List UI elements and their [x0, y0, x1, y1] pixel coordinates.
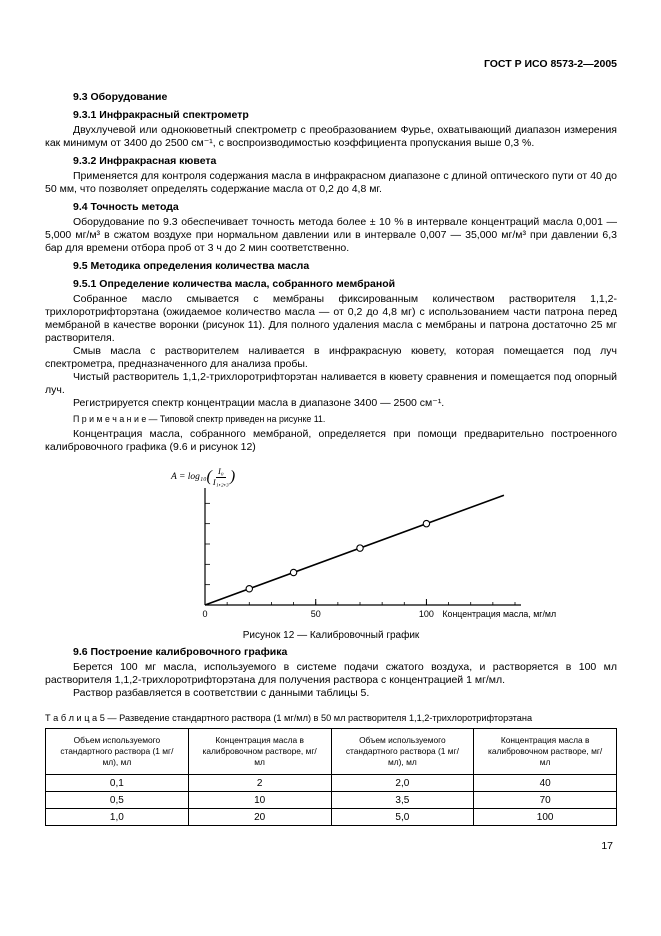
calibration-figure — [45, 459, 617, 641]
formula-denominator: I₁,₂,₃ — [212, 476, 229, 487]
table-cell: 0,5 — [46, 792, 189, 809]
svg-text:50: 50 — [310, 609, 321, 619]
paragraph-reference-beam: Чистый растворитель 1,1,2-трихлоротрифторэтан наливается в кювету сравнения и помещается под опорный луч. — [45, 371, 617, 396]
table-cell: 40 — [474, 775, 617, 792]
table-col-header: Объем используемого стандартного раствора (1 мг/мл), мл — [46, 729, 189, 775]
calibration-chart — [171, 459, 571, 624]
paragraph-oil-washing: Собранное масло смывается с мембраны фиксированным количеством растворителя 1,1,2-трихлоротрифторэтана (ожидаемое количество масла — от 0,2 до 4,8 мг) с использованием части патрона перед мембраной в качестве воронки (рисунок 11). Для полного удаления масла с мембраны и патрона достаточно 25 мг растворителя. — [45, 293, 617, 344]
svg-text:100: 100 — [418, 609, 434, 619]
svg-text:0: 0 — [202, 609, 208, 619]
paragraph-spectrum-range: Регистрируется спектр концентрации масла в диапазоне 3400 — 2500 см⁻¹. — [73, 397, 445, 409]
table-cell: 1,0 — [46, 809, 189, 826]
paragraph-concentration-graph: Концентрация масла, собранного мембраной, определяется при помощи предварительно построенного калибровочного графика (9.6 и рисунок 12) — [45, 428, 617, 453]
heading-9-6: 9.6 Построение калибровочного графика — [73, 646, 288, 658]
formula-fraction — [213, 467, 229, 488]
table-row — [46, 775, 617, 792]
paragraph-accuracy: Оборудование по 9.3 обеспечивает точность метода более ± 10 % в интервале концентраций масла 0,001 — 5,000 мг/м³ в сжатом воздухе при нормальном давлении или в интервале 0,007 — 35,000 мг/м³ при давлении 6,3 бар для времени отбора проб от 3 ч до 2 мин соответственно. — [45, 216, 617, 254]
page-number: 17 — [601, 840, 613, 852]
table-cell: 70 — [474, 792, 617, 809]
heading-9-5-1: 9.5.1 Определение количества масла, собранного мембраной — [73, 278, 396, 290]
table-row — [46, 792, 617, 809]
heading-9-5: 9.5 Методика определения количества масла — [73, 260, 310, 272]
standard-designation: ГОСТ Р ИСО 8573-2—2005 — [483, 58, 617, 70]
dilution-table — [45, 728, 617, 826]
table-cell: 2 — [188, 775, 331, 792]
svg-text:Концентрация масла, мг/мл: Концентрация масла, мг/мл — [442, 609, 557, 619]
table-cell: 3,5 — [331, 792, 474, 809]
absorbance-formula — [171, 467, 237, 488]
paragraph-solution-preparation: Берется 100 мг масла, используемого в системе подачи сжатого воздуха, и растворяется в 100 мл растворителя 1,1,2-трихлоротрифторэтана для получения раствора с концентрацией 1 мг/мл. — [45, 661, 617, 686]
figure-caption: Рисунок 12 — Калибровочный график — [242, 630, 420, 641]
formula-prefix: A = log₁₀ — [171, 472, 207, 483]
paragraph-cuvette-fill: Смыв масла с растворителем наливается в инфракрасную кювету, которая помещается под луч спектрометра, предназначенного для анализа пробы. — [45, 345, 617, 370]
heading-9-3-2: 9.3.2 Инфракрасная кювета — [73, 155, 217, 167]
table-cell: 10 — [188, 792, 331, 809]
table-col-header: Концентрация масла в калибровочном растворе, мг/мл — [188, 729, 331, 775]
table-caption: Т а б л и ц а 5 — Разведение стандартного раствора (1 мг/мл) в 50 мл растворителя 1,1,2-трихлоротрифторэтана — [45, 713, 533, 723]
heading-9-3: 9.3 Оборудование — [73, 91, 168, 103]
table-row — [46, 809, 617, 826]
table-cell: 5,0 — [331, 809, 474, 826]
paragraph-spectrometer: Двухлучевой или однокюветный спектрометр с преобразованием Фурье, охватывающий диапазон измерения как минимум от 3400 до 2500 см⁻¹, с воспроизводимостью коэффициента пропускания выше 0,3 %. — [45, 124, 617, 149]
formula-numerator: I₀ — [217, 466, 224, 476]
heading-9-4: 9.4 Точность метода — [73, 201, 179, 213]
formula-close-paren: ) — [229, 468, 236, 486]
heading-9-3-1: 9.3.1 Инфракрасный спектрометр — [73, 109, 249, 121]
table-cell: 2,0 — [331, 775, 474, 792]
table-col-header: Концентрация масла в калибровочном растворе, мг/мл — [474, 729, 617, 775]
paragraph-dilution: Раствор разбавляется в соответствии с данными таблицы 5. — [73, 687, 370, 699]
table-header-row — [46, 729, 617, 775]
table-cell: 100 — [474, 809, 617, 826]
formula-open-paren: ( — [206, 468, 212, 486]
paragraph-cuvette: Применяется для контроля содержания масла в инфракрасном диапазоне с длиной оптического пути от 40 до 50 мм, что позволяет определять содержание масла от 0,2 до 4,8 мг. — [45, 170, 617, 195]
table-cell: 20 — [188, 809, 331, 826]
table-col-header: Объем используемого стандартного раствора (1 мг/мл), мл — [331, 729, 474, 775]
table-cell: 0,1 — [46, 775, 189, 792]
note-typical-spectrum: П р и м е ч а н и е — Типовой спектр приведен на рисунке 11. — [73, 414, 326, 424]
